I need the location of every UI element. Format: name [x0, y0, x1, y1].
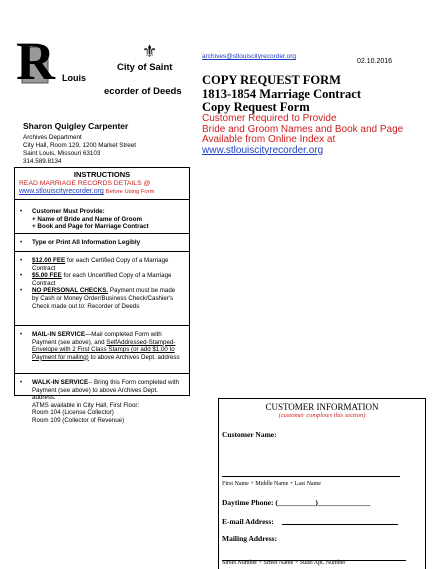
instructions-title: INSTRUCTIONS — [73, 170, 131, 179]
instructions-url-link[interactable]: www.stlouiscityrecorder.org — [19, 188, 104, 195]
fleur-de-lis-icon: ⚜ — [142, 42, 158, 61]
walk-in-lead: WALK-IN SERVICE — [32, 379, 89, 386]
provide-item-1: + Name of Bride and Name of Groom — [32, 215, 143, 223]
customer-name-label: Customer Name: — [222, 430, 277, 439]
walk-in-text: -- Bring this Form completed with Payment (see above) to above Archives Dept. address. — [32, 379, 179, 402]
uncertified-fee-text: for each Uncertified Copy of a Marriage Contract — [32, 272, 172, 287]
contact-name: Sharon Quigley Carpenter — [23, 121, 129, 131]
instructions-divider — [14, 199, 190, 200]
bullet-icon: • — [20, 287, 23, 295]
walk-in-section — [20, 379, 188, 425]
mailing-address-label: Mailing Address: — [222, 534, 278, 543]
contact-line: Archives Department — [23, 134, 82, 141]
form-notes — [202, 114, 403, 156]
mail-in-section — [20, 331, 188, 361]
form-title — [202, 74, 361, 115]
mail-in-envelope-text: SelfAddressed-Stamped-Envelope with 2 First Class Stamps (or add $1.00 to Payment for mailing) — [32, 338, 176, 361]
contact-phone: 314.589.8134 — [23, 158, 62, 165]
instructions-divider — [14, 373, 190, 374]
provide-item-2: + Book and Page for Marriage Contract — [32, 223, 149, 231]
bullet-icon: • — [20, 239, 23, 246]
form-title-line-1: COPY REQUEST FORM — [202, 73, 341, 87]
atm-line: ATMS available in City Hall, First Floor: — [32, 401, 140, 409]
certified-fee: $12.00 FEE — [32, 257, 66, 264]
customer-name-hint: First Name + Middle Name + Last Name — [222, 481, 321, 487]
payment-method-text: Payment must be made by Cash or Money Order/Business Check/Cashier's Check made out to: Recorder of Deeds — [32, 287, 176, 310]
form-note-line-3: Available from Online Index at — [202, 134, 336, 145]
provide-lead: Customer Must Provide: — [32, 208, 105, 215]
logo-louis-text: Louis — [62, 73, 86, 83]
bullet-icon: • — [20, 208, 23, 215]
instructions-read-details: READ MARRIAGE RECORDS DETAILS @ — [19, 180, 151, 187]
daytime-phone-field[interactable]: Daytime Phone: (__________)______________ — [222, 498, 371, 507]
atm-room-104: Room 104 (License Collector) — [32, 409, 114, 417]
customer-info-title: CUSTOMER INFORMATION — [265, 402, 379, 412]
logo-letter: R — [16, 31, 55, 91]
contact-address — [23, 134, 136, 166]
street-address-hint: Street Number + Street Name + Suite/Apt. Number — [222, 560, 346, 566]
archives-email-link[interactable]: archives@stlouiscityrecorder.org — [202, 53, 297, 60]
provide-section — [20, 208, 188, 231]
type-print-section — [20, 239, 188, 247]
contact-line: Saint Louis, Missouri 63103 — [23, 150, 101, 157]
type-print-text: Type or Print All Information Legibly — [32, 239, 141, 246]
atm-room-109: Room 109 (Collector of Revenue) — [32, 416, 125, 424]
email-address-field[interactable] — [282, 524, 398, 525]
mail-in-tail: to above Archives Dept. address — [90, 353, 180, 361]
uncertified-fee: $5.00 FEE — [32, 272, 62, 280]
certified-fee-text: for each Certified Copy of a Marriage Contract — [32, 257, 169, 272]
bullet-icon: • — [20, 331, 23, 338]
customer-name-field[interactable] — [222, 476, 400, 477]
bullet-icon: • — [20, 379, 23, 386]
customer-info-subtitle: (customer completes this section) — [278, 412, 366, 419]
no-checks-text: NO PERSONAL CHECKS. — [32, 287, 109, 295]
fees-section — [20, 257, 188, 310]
contact-line: City Hall, Room 129, 1200 Market Street — [23, 142, 137, 149]
logo-recorder-text: ecorder of Deeds — [104, 86, 182, 97]
form-title-line-2: 1813-1854 Marriage Contract — [202, 86, 361, 101]
instructions-divider — [14, 325, 190, 326]
form-date: 02.10.2016 — [357, 58, 393, 65]
instructions-before-text: Before Using Form — [105, 189, 155, 195]
online-index-link[interactable]: www.stlouiscityrecorder.org — [202, 144, 324, 156]
bullet-icon: • — [20, 272, 23, 280]
instructions-divider — [14, 251, 190, 252]
mail-in-text: —Mail completed Form with Payment (see above), and — [32, 331, 162, 346]
bullet-icon: • — [20, 257, 23, 264]
form-title-line-3: Copy Request Form — [202, 100, 310, 114]
instructions-divider — [14, 233, 190, 234]
logo-city-text: City of Saint — [117, 62, 173, 73]
instructions-url-line — [19, 188, 154, 195]
form-note-line-2: Bride and Groom Names and Book and Page — [202, 123, 404, 135]
mail-in-lead: MAIL-IN SERVICE — [32, 331, 86, 338]
email-address-label: E-mail Address: — [222, 517, 274, 526]
form-note-line-1: Customer Required to Provide — [202, 113, 337, 124]
